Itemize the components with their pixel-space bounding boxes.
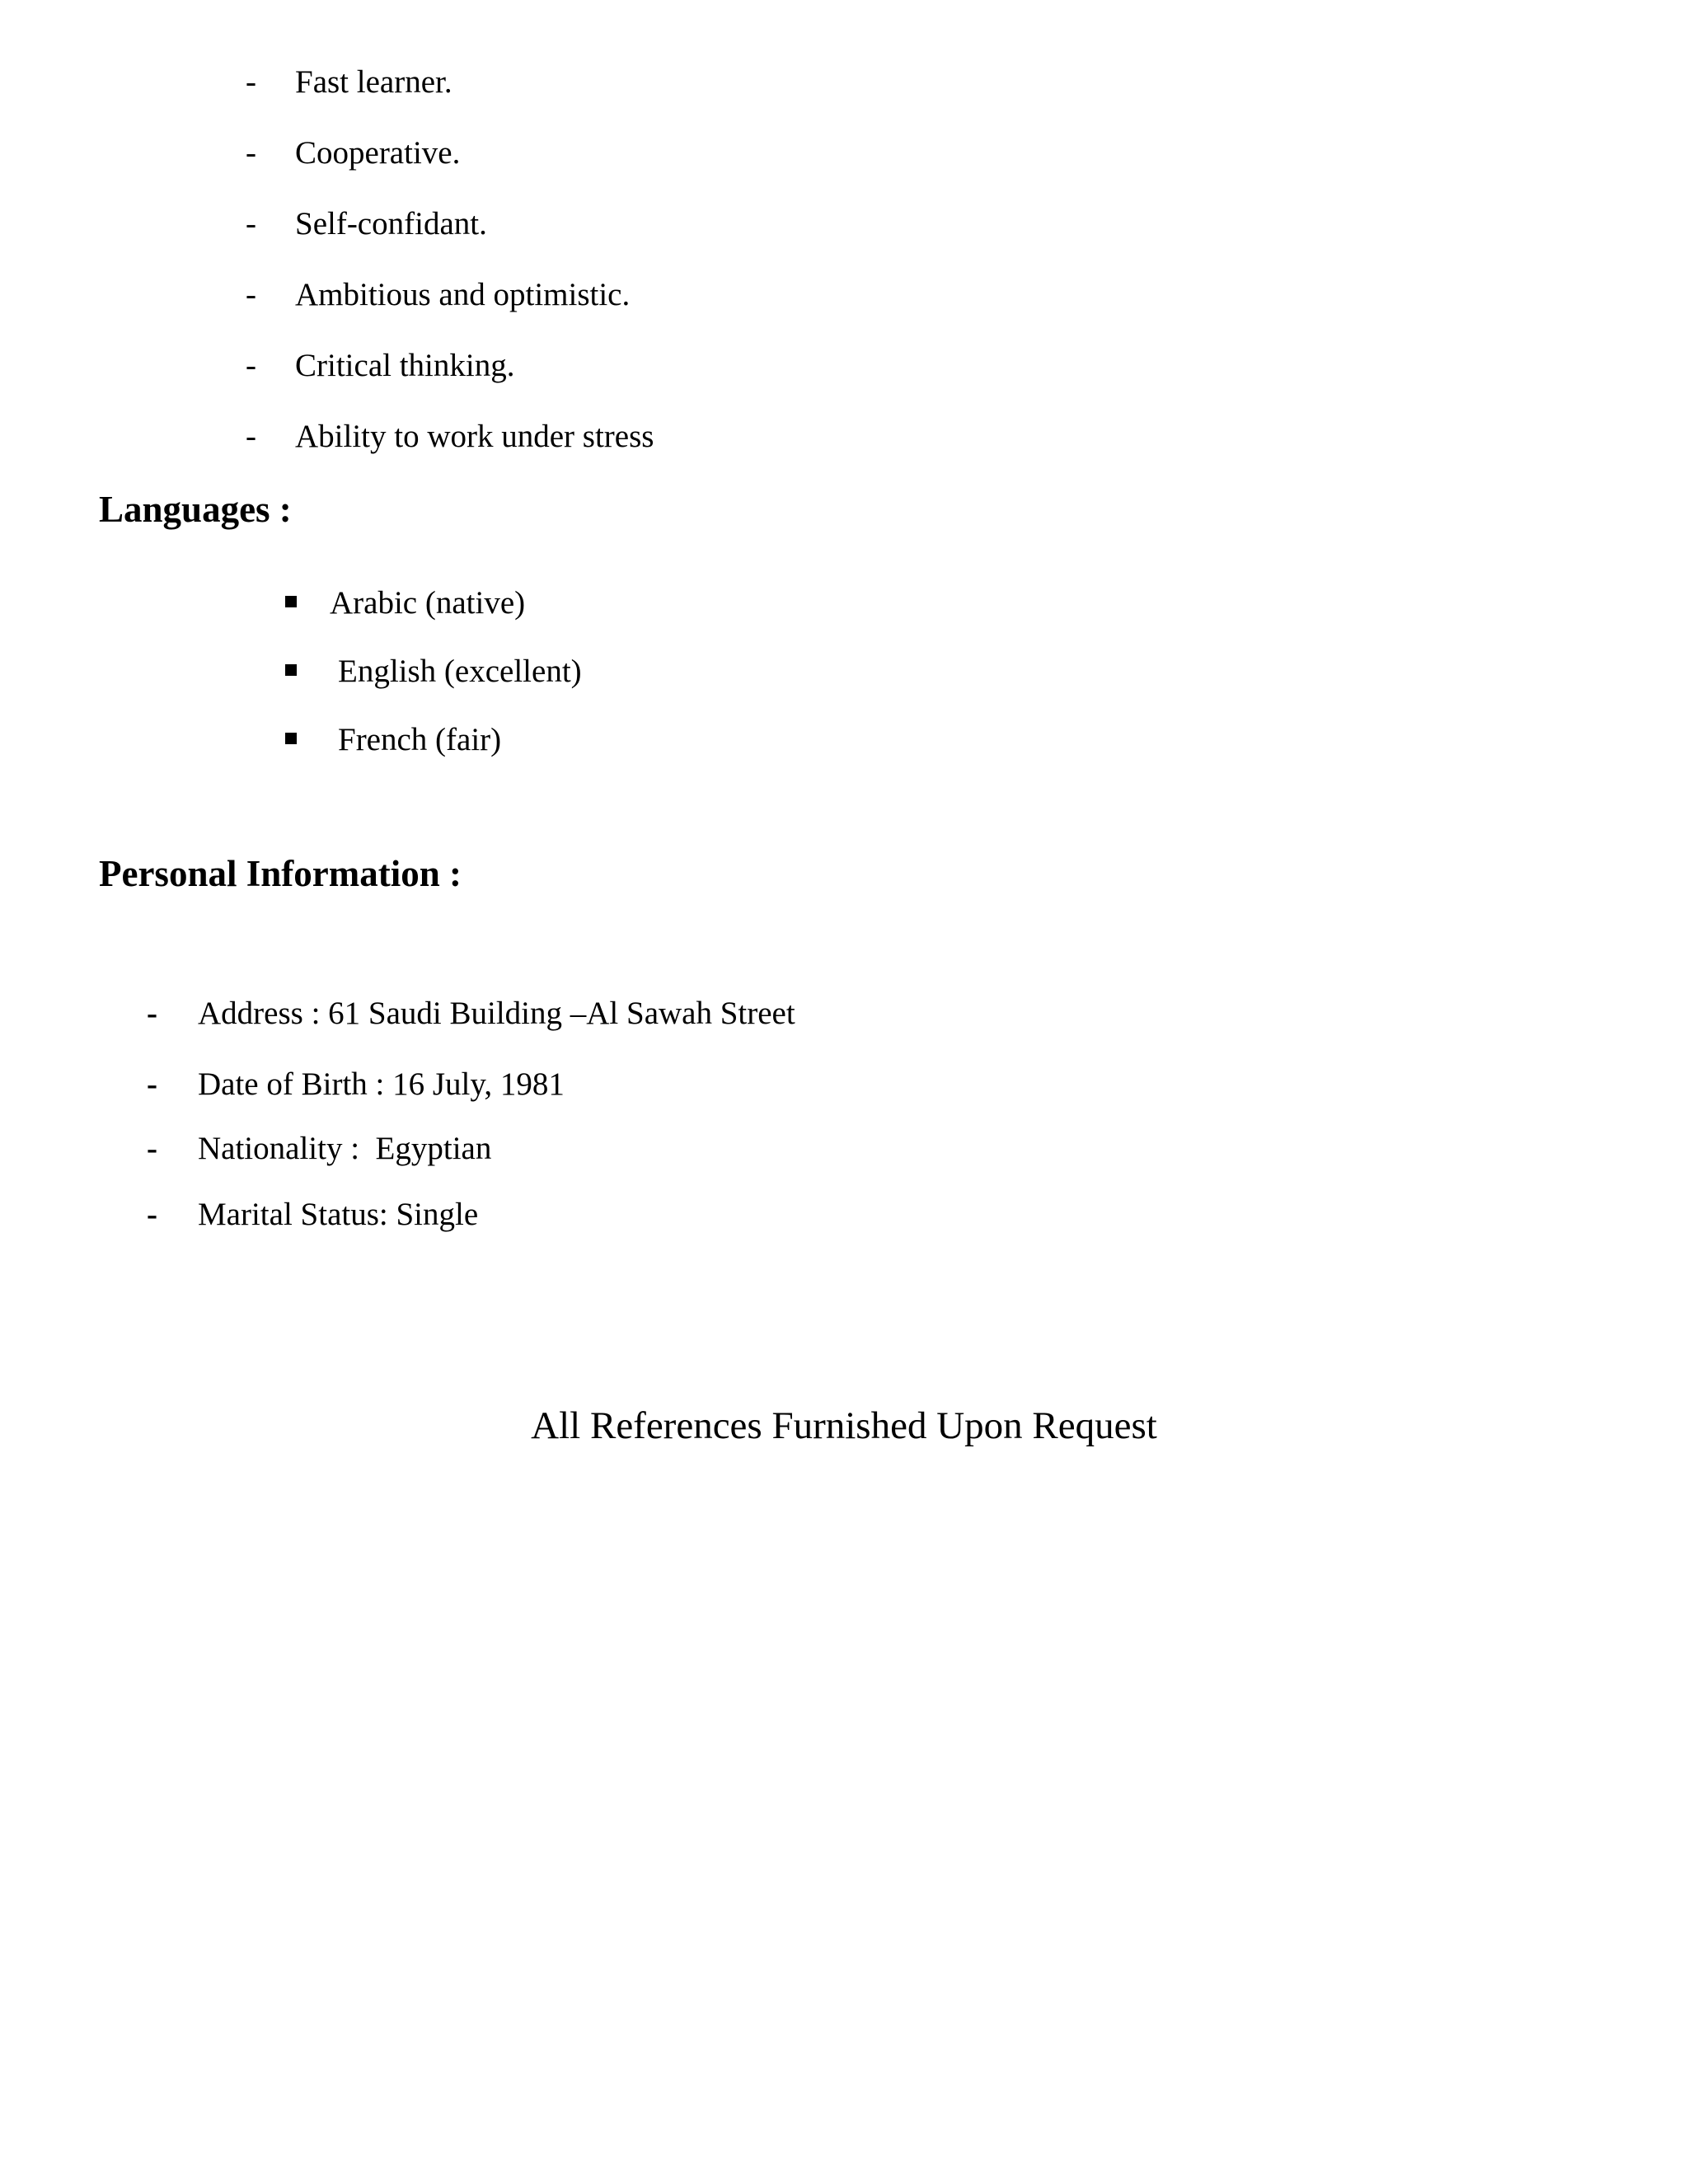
- dash-bullet: -: [147, 1066, 157, 1102]
- languages-heading: Languages :: [99, 489, 292, 530]
- nationality-text: Nationality : Egyptian: [198, 1131, 492, 1166]
- skill-text: Cooperative.: [295, 135, 461, 171]
- date-of-birth-text: Date of Birth : 16 July, 1981: [198, 1066, 565, 1102]
- dash-bullet: -: [147, 1131, 157, 1166]
- references-note: All References Furnished Upon Request: [531, 1404, 1157, 1447]
- skill-item: [246, 270, 654, 341]
- dash-bullet: -: [246, 206, 256, 241]
- square-bullet-icon: [285, 664, 297, 676]
- dash-bullet: -: [246, 135, 256, 171]
- skill-item: [246, 129, 654, 199]
- dash-bullet: -: [147, 1197, 157, 1232]
- marital-status-text: Marital Status: Single: [198, 1197, 479, 1232]
- skills-list: [246, 58, 654, 483]
- language-item: [285, 579, 582, 647]
- personal-info-item: [147, 989, 795, 1060]
- languages-list: [285, 579, 582, 784]
- address-text: Address : 61 Saudi Building –Al Sawah Street: [198, 996, 795, 1031]
- personal-info-heading: Personal Information :: [99, 853, 462, 894]
- personal-info-item: [147, 1060, 795, 1124]
- language-text: Arabic (native): [330, 585, 526, 621]
- personal-info-item: [147, 1190, 795, 1256]
- dash-bullet: -: [246, 64, 256, 100]
- skill-item: [246, 341, 654, 412]
- personal-info-item: [147, 1124, 795, 1190]
- language-item: [285, 647, 582, 715]
- skill-text: Critical thinking.: [295, 348, 515, 383]
- skill-text: Self-confidant.: [295, 206, 487, 241]
- skill-item: [246, 412, 654, 483]
- personal-info-list: [147, 989, 795, 1256]
- skill-text: Fast learner.: [295, 64, 452, 100]
- skill-text: Ambitious and optimistic.: [295, 277, 631, 312]
- dash-bullet: -: [246, 277, 256, 312]
- language-item: [285, 715, 582, 784]
- dash-bullet: -: [246, 419, 256, 454]
- square-bullet-icon: [285, 733, 297, 744]
- skill-item: [246, 199, 654, 270]
- dash-bullet: -: [246, 348, 256, 383]
- language-text: English (excellent): [338, 654, 582, 689]
- skill-item: [246, 58, 654, 129]
- square-bullet-icon: [285, 596, 297, 607]
- skill-text: Ability to work under stress: [295, 419, 654, 454]
- language-text: French (fair): [338, 722, 502, 757]
- dash-bullet: -: [147, 996, 157, 1031]
